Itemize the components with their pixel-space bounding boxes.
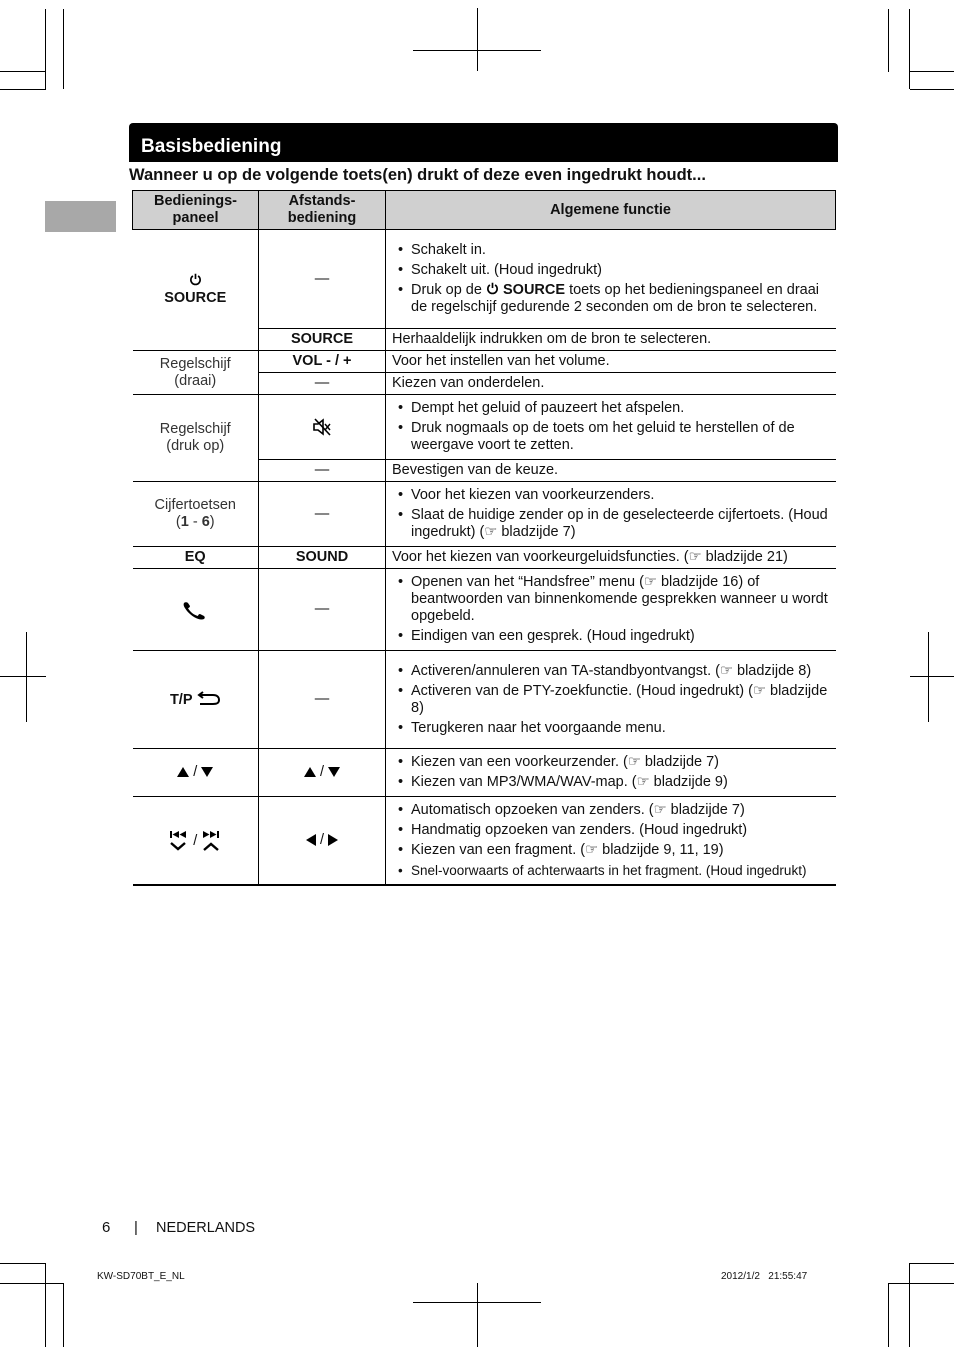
down-arrow-icon <box>328 767 340 777</box>
up-arrow-icon <box>304 767 316 777</box>
function-cell <box>386 395 836 460</box>
power-icon <box>189 273 202 286</box>
footer-separator: | <box>134 1219 138 1236</box>
section-header <box>129 123 838 162</box>
list-item: • Dempt het geluid of pauzeert het afspelen. <box>392 400 830 417</box>
remote-cell: — <box>259 651 386 749</box>
table-row <box>133 482 836 547</box>
function-cell: Bevestigen van de keuze. <box>386 460 836 482</box>
function-cell <box>386 651 836 749</box>
operations-table <box>132 190 836 886</box>
function-cell <box>386 797 836 886</box>
list-item: • Snel-voorwaarts of achterwaarts in het fragment. (Houd ingedrukt) <box>392 862 830 879</box>
panel-dial-press: Regelschijf (druk op) <box>133 395 259 482</box>
table-row <box>133 230 836 329</box>
function-cell <box>386 569 836 651</box>
function-cell <box>386 482 836 547</box>
header-panel: Bedienings- paneel <box>133 191 259 230</box>
list-item: • Automatisch opzoeken van zenders. (☞ bladzijde 7) <box>392 802 830 819</box>
list-item: • Eindigen van een gesprek. (Houd ingedrukt) <box>392 628 830 645</box>
mute-icon <box>312 418 332 436</box>
back-icon <box>197 690 221 706</box>
language-tab <box>45 201 116 232</box>
remote-cell: — <box>259 569 386 651</box>
list-item: • Activeren/annuleren van TA-standbyontvangst. (☞ bladzijde 8) <box>392 663 830 680</box>
list-item: • Druk op de SOURCE toets op het bedieningspaneel en draai de regelschijf gedurende 2 seconden om de bron te selecteren. <box>392 282 830 316</box>
table-row <box>133 547 836 569</box>
list-item: • Kiezen van een fragment. (☞ bladzijde 9, 11, 19) <box>392 842 830 859</box>
remote-leftright-keys: / <box>259 797 386 886</box>
table-row <box>133 749 836 797</box>
function-cell <box>386 230 836 329</box>
list-item: • Slaat de huidige zender op in de geselecteerde cijfertoets. (Houd ingedrukt) (☞ bladzijde 7) <box>392 507 830 541</box>
panel-source-key <box>133 230 259 351</box>
remote-cell: — <box>259 460 386 482</box>
up-arrow-icon <box>177 767 189 777</box>
panel-phone-key <box>133 569 259 651</box>
list-item: • Kiezen van een voorkeurzender. (☞ bladzijde 7) <box>392 754 830 771</box>
header-function: Algemene functie <box>386 191 836 230</box>
remote-vol-key: VOL - / + <box>259 351 386 373</box>
table-row <box>133 569 836 651</box>
left-arrow-icon <box>306 834 316 846</box>
table-row <box>133 651 836 749</box>
subheading: Wanneer u op de volgende toets(en) drukt of deze even ingedrukt houdt... <box>129 166 706 184</box>
list-item: • Activeren van de PTY-zoekfunctie. (Houd ingedrukt) (☞ bladzijde 8) <box>392 683 830 717</box>
list-item: • Openen van het “Handsfree” menu (☞ bladzijde 16) of beantwoorden van binnenkomende gesprekken wanneer u wordt opgebeld. <box>392 574 830 625</box>
function-cell: Voor het kiezen van voorkeurgeluidsfuncties. (☞ bladzijde 21) <box>386 547 836 569</box>
header-remote: Afstands- bediening <box>259 191 386 230</box>
footer-language: NEDERLANDS <box>156 1220 256 1236</box>
tp-label: T/P <box>169 692 193 708</box>
list-item: • Schakelt in. <box>392 242 830 259</box>
remote-cell: — <box>259 230 386 329</box>
section-title: Basisbediening <box>141 136 282 157</box>
panel-eq-key: EQ <box>133 547 259 569</box>
skip-back-icon <box>169 830 189 852</box>
table-header-row <box>133 191 836 230</box>
list-item: • Voor het kiezen van voorkeurzenders. <box>392 487 830 504</box>
list-item: • Handmatig opzoeken van zenders. (Houd ingedrukt) <box>392 822 830 839</box>
panel-updown-keys: / <box>133 749 259 797</box>
power-icon <box>486 282 499 295</box>
list-item: • Kiezen van MP3/WMA/WAV-map. (☞ bladzijde 9) <box>392 774 830 791</box>
panel-dial-turn: Regelschijf (draai) <box>133 351 259 395</box>
function-cell <box>386 749 836 797</box>
table-row <box>133 351 836 373</box>
table-row <box>133 395 836 460</box>
right-arrow-icon <box>328 834 338 846</box>
panel-number-keys: Cijfertoetsen (1 - 6) <box>133 482 259 547</box>
list-item: • Terugkeren naar het voorgaande menu. <box>392 720 830 737</box>
remote-source-key: SOURCE <box>259 329 386 351</box>
remote-sound-key: SOUND <box>259 547 386 569</box>
skip-forward-icon <box>201 830 221 852</box>
down-arrow-icon <box>201 767 213 777</box>
phone-icon <box>182 600 208 620</box>
remote-cell: — <box>259 373 386 395</box>
page-number: 6 <box>102 1219 111 1236</box>
panel-tp-key <box>133 651 259 749</box>
source-label: SOURCE <box>164 290 227 306</box>
function-cell: Voor het instellen van het volume. <box>386 351 836 373</box>
panel-skip-keys: / <box>133 797 259 886</box>
print-timestamp: 2012/1/2 21:55:47 <box>721 1271 808 1282</box>
function-cell: Kiezen van onderdelen. <box>386 373 836 395</box>
table-row <box>133 797 836 886</box>
list-item: • Schakelt uit. (Houd ingedrukt) <box>392 262 830 279</box>
remote-updown-keys: / <box>259 749 386 797</box>
function-cell: Herhaaldelijk indrukken om de bron te selecteren. <box>386 329 836 351</box>
remote-mute-key <box>259 395 386 460</box>
remote-cell: — <box>259 482 386 547</box>
document-code: KW-SD70BT_E_NL <box>97 1271 185 1282</box>
list-item: • Druk nogmaals op de toets om het geluid te herstellen of de weergave voort te zetten. <box>392 420 830 454</box>
